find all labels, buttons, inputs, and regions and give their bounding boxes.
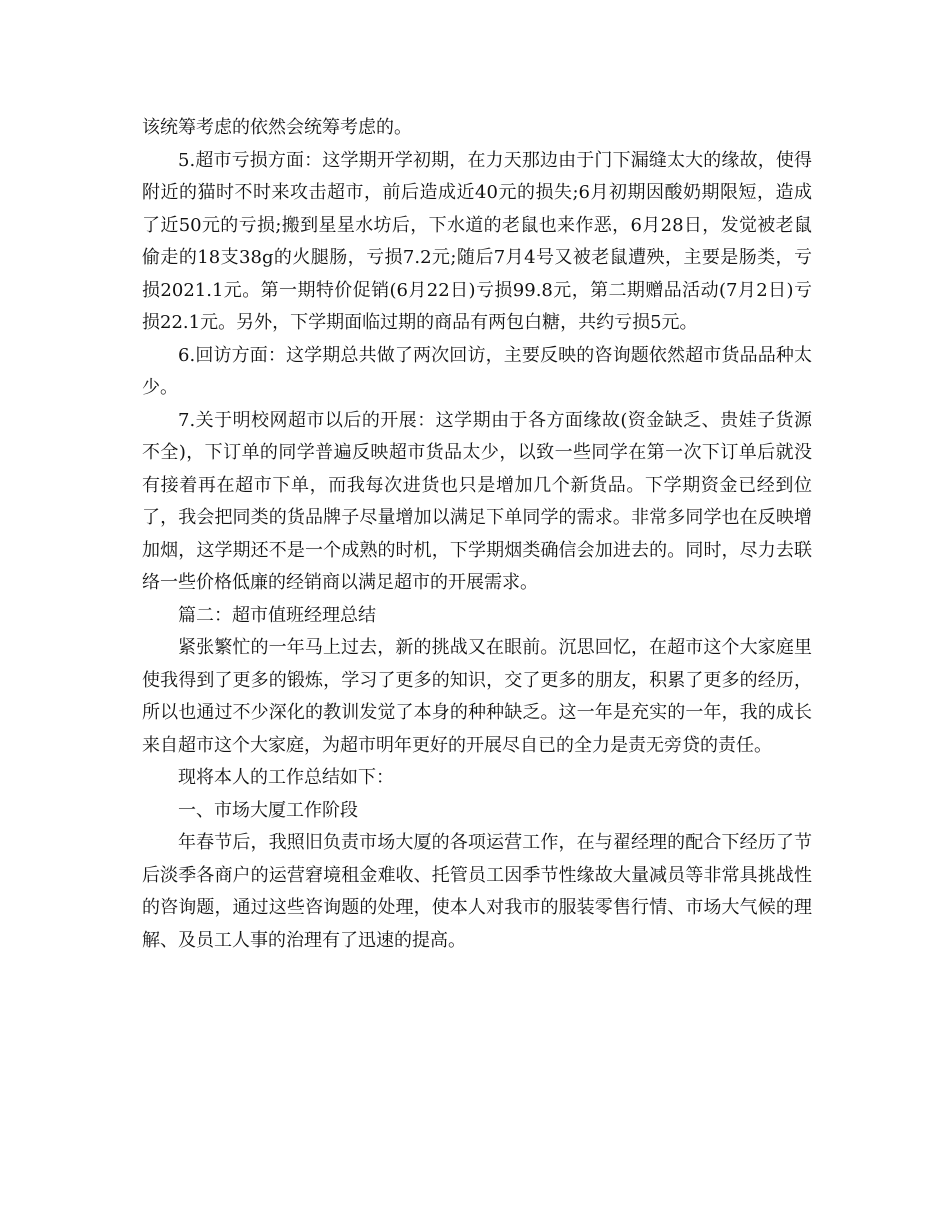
paragraph-market-building-work: 年春节后，我照旧负责市场大厦的各项运营工作，在与翟经理的配合下经历了节后淡季各商户的运营窘境租金难收、托管员工因季节性缘故大量减员等非常具挑战性的咨询题，通过这些咨询题的处理，使本人对我市的服装零售行情、市场大气候的理解、及员工人事的治理有了迅速的提高。 <box>142 832 812 951</box>
paragraph-summary-intro: 现将本人的工作总结如下： <box>178 767 394 788</box>
subheading-market-building: 一、市场大厦工作阶段 <box>178 799 358 821</box>
paragraph-future-development: 7.关于明校网超市以后的开展：这学期由于各方面缘故(资金缺乏、贵娃子货源不全)，下订单的同学普遍反映超市货品太少，以致一些同学在第一次下订单后就没有接着再在超市下单，而我每次进货也只是增加几个新货品。下学期资金已经到位了，我会把同类的货品牌子尽量增加以满足下单同学的需求。非常多同学也在反映增加烟，这学期还不是一个成熟的时机，下学期烟类确信会加进去的。同时，尽力去联络一些价格低廉的经销商以满足超市的开展需求。 <box>142 409 812 593</box>
paragraph-follow-up-visits: 6.回访方面：这学期总共做了两次回访，主要反映的咨询题依然超市货品品种太少。 <box>142 344 812 398</box>
document-body <box>142 112 812 957</box>
paragraph-supermarket-loss: 5.超市亏损方面：这学期开学初期，在力天那边由于门下漏缝太大的缘故，使得附近的猫时不时来攻击超市，前后造成近40元的损失;6月初期因酸奶期限短，造成了近50元的亏损;搬到星星水坊后，下水道的老鼠也来作恶，6月28日，发觉被老鼠偷走的18支38g的火腿肠，亏损7.2元;随后7月4号又被老鼠遭殃，主要是肠类，亏损2021.1元。第一期特价促销(6月22日)亏损99.8元，第二期赠品活动(7月2日)亏损22.1元。另外，下学期面临过期的商品有两包白糖，共约亏损5元。 <box>142 149 812 333</box>
paragraph-year-review: 紧张繁忙的一年马上过去，新的挑战又在眼前。沉思回忆，在超市这个大家庭里使我得到了更多的锻炼，学习了更多的知识，交了更多的朋友，积累了更多的经历，所以也通过不少深化的教训发觉了本身的种种缺乏。这一年是充实的一年，我的成长来自超市这个大家庭，为超市明年更好的开展尽自已的全力是责无旁贷的责任。 <box>142 637 812 756</box>
section-heading-part-two: 篇二：超市值班经理总结 <box>178 604 376 626</box>
paragraph-continuation: 该统筹考虑的依然会统筹考虑的。 <box>142 117 412 138</box>
